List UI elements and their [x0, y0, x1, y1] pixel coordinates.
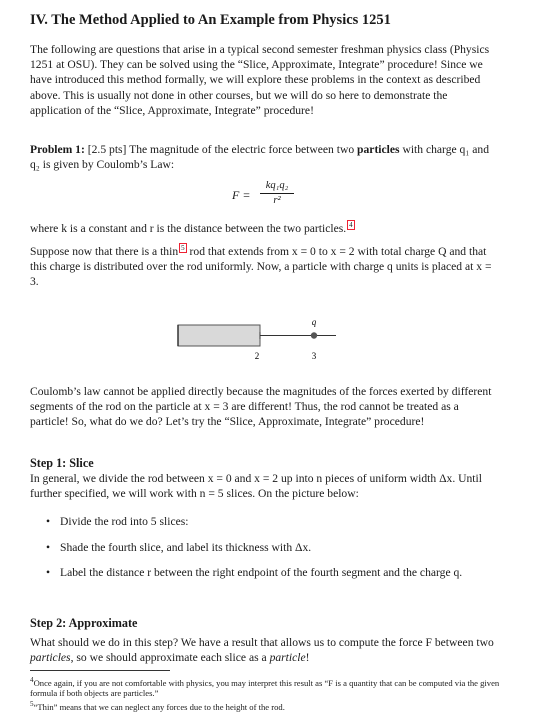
problem-points: [2.5 pts] — [87, 143, 127, 156]
footnote-rule — [30, 670, 170, 671]
bullet-dot: • — [46, 566, 51, 579]
problem-text-c: with charge q₁ and q₂ is given by Coulomb’s Law: — [30, 143, 490, 172]
footnote-ref-5[interactable]: 5 — [181, 244, 185, 252]
step-2-text-c: , so we should approximate each slice as a — [70, 651, 267, 665]
coulomb-paragraph: Coulomb’s law cannot be applied directly because the magnitudes of the forces exerted by different segments of the rod on the particle at x = 3 are different! Thus, the rod cannot be treated as a particle! So, what do we do? Let’s try the “Slice, Approximate, Integrate” procedure! — [30, 385, 492, 429]
section-title: IV. The Method Applied to An Example from Physics 1251 — [30, 12, 391, 28]
equation-fraction — [260, 180, 294, 207]
bullet-dot: • — [46, 515, 51, 528]
equation-lhs: F = — [232, 188, 251, 202]
footnote-4 — [30, 675, 500, 699]
rod-diagram — [176, 314, 346, 366]
suppose-text-a: Suppose now that there is a thin — [30, 244, 179, 258]
equation-numerator: kq₁q₂ — [265, 180, 289, 191]
charge-particle — [311, 332, 317, 338]
footnote-mark: 4 — [30, 676, 34, 684]
step-2-text-e: ! — [305, 651, 310, 665]
tick-label-2: 2 — [254, 351, 260, 361]
footnote-text: Once again, if you are not comfortable with physics, you may interpret this result as “F is a quantity that can be computed via the given formula if both objects are particles.” — [30, 677, 500, 699]
footnote-ref-4[interactable]: 4 — [349, 221, 353, 229]
rod — [178, 325, 260, 346]
where-text: where k is a constant and r is the distance between the two particles. — [30, 221, 347, 235]
intro-paragraph: The following are questions that arise in a typical second semester freshman physics class (Physics 1251 at OSU). They can be solved using the “Slice, Approximate, Integrate” procedure! Since we have introduced this method formally, we will explore these problems in the context as described above. This is usually not done in other courses, but we will do so here to demonstrate the application of the “Slice, Approximate, Integrate” procedure! — [30, 43, 490, 117]
tick-label-3: 3 — [311, 351, 317, 361]
footnote-mark: 5 — [30, 700, 34, 708]
problem-text-a: The magnitude of the electric force between two — [129, 143, 355, 156]
problem-1-paragraph — [30, 142, 500, 172]
charge-label: q — [311, 317, 317, 327]
problem-label: Problem 1: — [30, 143, 85, 156]
where-paragraph — [30, 220, 500, 236]
step-1-title: Step 1: Slice — [30, 456, 94, 470]
step-2-text-particle: particle — [269, 651, 306, 665]
fraction-bar — [260, 193, 294, 194]
suppose-paragraph — [30, 243, 500, 289]
bullet-text: Shade the fourth slice, and label its thickness with Δx. — [60, 541, 312, 554]
bullet-dot: • — [46, 541, 51, 554]
bullet-text: Divide the rod into 5 slices: — [60, 515, 189, 528]
problem-text-particles: particles — [357, 143, 400, 156]
equation-denominator: r² — [273, 195, 281, 206]
footnote-text: “Thin” means that we can neglect any forces due to the height of the rod. — [33, 701, 285, 712]
footnote-5 — [30, 699, 500, 712]
step-1-text: In general, we divide the rod between x = 0 and x = 2 up into n pieces of uniform width Δx. Until further specified, we will work with n = 5 slices. On the picture below: — [30, 472, 482, 501]
bullet-text: Label the distance r between the right endpoint of the fourth segment and the charge q. — [60, 566, 463, 579]
step-2-title: Step 2: Approximate — [30, 616, 138, 630]
step-2-text-particles: particles — [30, 651, 71, 665]
step-2-text-a: What should we do in this step? We have a result that allows us to compute the force F between two — [30, 636, 494, 649]
step-2-text — [30, 635, 500, 665]
suppose-text-b: rod that extends from x = 0 to x = 2 with total charge Q and that this charge is distributed over the rod uniformly. Now, a particle with charge q units is placed at x = 3. — [30, 244, 492, 289]
